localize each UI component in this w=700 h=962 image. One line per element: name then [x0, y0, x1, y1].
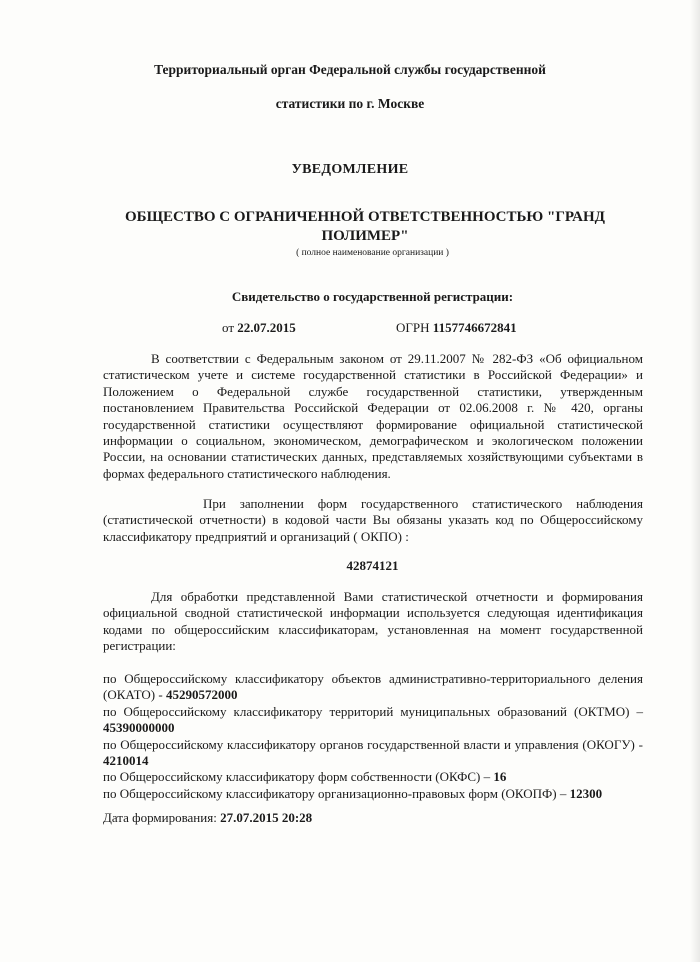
code-okato [103, 671, 643, 704]
classifier-codes-list [103, 671, 643, 802]
code-oktmo [103, 704, 643, 737]
code-oktmo-label: по Общероссийскому классификатору территорий муниципальных образований (ОКТМО) – [103, 703, 643, 719]
code-okogu [103, 737, 643, 770]
registration-heading: Свидетельство о государственной регистрации: [231, 289, 514, 304]
code-okato-label: по Общероссийскому классификатору объектов административно-территориального деления (ОКАТО) - [103, 671, 643, 703]
registration-date-value: 22.07.2015 [237, 320, 296, 335]
ogrn-label: ОГРН [396, 320, 430, 335]
issuer-line-1: Территориальный орган Федеральной службы государственной [154, 62, 546, 77]
classifiers-intro-paragraph: Для обработки представленной Вами статистической отчетности и формирования официальной сводной статистической информации используется следующая идентификация кодами по общероссийским классификаторам, установленная на момент государственной регистрации: [103, 589, 643, 654]
code-okfs-value: 16 [493, 769, 507, 785]
ogrn-value: 1157746672841 [432, 320, 517, 335]
organization-name: ОБЩЕСТВО С ОГРАНИЧЕННОЙ ОТВЕТСТВЕННОСТЬЮ "ГРАНД ПОЛИМЕР" [124, 209, 605, 244]
formation-date-label: Дата формирования: [103, 810, 221, 825]
formation-date-value: 27.07.2015 20:28 [220, 810, 313, 825]
code-oktmo-value: 45390000000 [103, 720, 175, 736]
code-okopf-label: по Общероссийскому классификатору организационно-правовых форм (ОКОПФ) – [103, 785, 570, 801]
scan-edge-shadow [690, 0, 700, 962]
okpo-code: 42874121 [346, 558, 399, 573]
code-okfs-label: по Общероссийскому классификатору форм собственности (ОКФС) – [103, 769, 494, 785]
document-title: УВЕДОМЛЕНИЕ [291, 162, 409, 177]
registration-ogrn [396, 320, 517, 336]
legal-basis-paragraph: В соответствии с Федеральным законом от 29.11.2007 № 282-ФЗ «Об официальном статистическом учете и системе государственной статистики в Российской Федерации» и Положением о Федеральной службе государственной статистики, утвержденным постановлением Правительства Российской Федерации от 02.06.2008 г. № 420, органы государственной статистики осуществляют формирование официальной статистической информации о социальном, экономическом, демографическом и экологическом положении России, на основании статистических данных, представляемых хозяйствующими субъектами в формах федерального статистического наблюдения. [103, 351, 643, 481]
code-okogu-label: по Общероссийскому классификатору органов государственной власти и управления (ОКОГУ) - [103, 736, 643, 752]
organization-name-note: ( полное наименование организации ) [296, 248, 449, 258]
code-okopf [103, 786, 643, 802]
code-okopf-value: 12300 [569, 785, 603, 801]
formation-date [103, 810, 312, 826]
code-okogu-value: 4210014 [103, 753, 149, 769]
okpo-instruction-paragraph: При заполнении форм государственного статистического наблюдения (статистической отчетности) в кодовой части Вы обязаны указать код по Общероссийскому классификатору предприятий и организаций ( ОКПО) : [103, 496, 643, 544]
issuer-line-2: статистики по г. Москве [275, 96, 425, 111]
code-okfs [103, 769, 643, 785]
registration-date-label: от [222, 320, 235, 335]
code-okato-value: 45290572000 [165, 687, 238, 703]
registration-date [222, 320, 296, 336]
